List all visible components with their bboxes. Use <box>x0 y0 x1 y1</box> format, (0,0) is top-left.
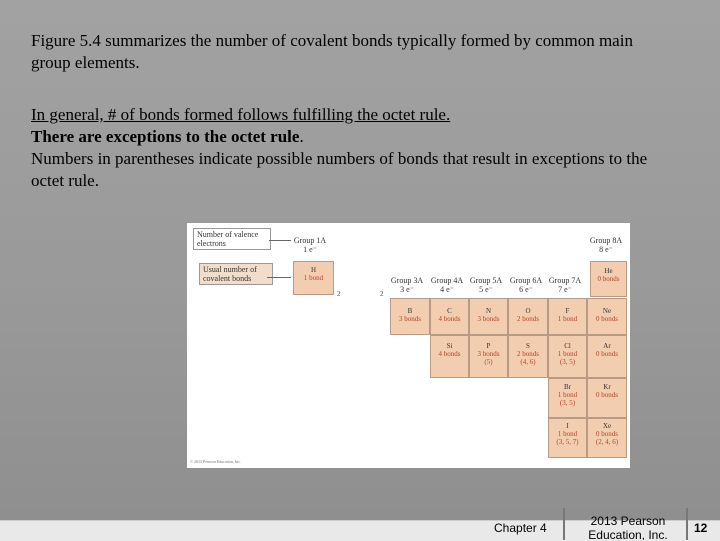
group-electrons: 7 e⁻ <box>558 285 572 294</box>
group-electrons: 4 e⁻ <box>440 285 454 294</box>
bond-count: 3 bonds <box>399 315 421 323</box>
group-name: Group 6A <box>509 276 543 285</box>
element-cell-Si <box>430 335 469 378</box>
bond-count: 4 bonds <box>438 350 461 358</box>
bond-count: 3 bonds <box>477 315 500 323</box>
exception-bonds: (3, 5) <box>559 358 576 366</box>
group-1a-header <box>290 236 330 254</box>
exception-bonds: (3, 5, 7) <box>556 438 579 446</box>
bond-count: 1 bond <box>303 274 324 282</box>
footer-copyright-line1: 2013 Pearson <box>590 514 666 528</box>
element-cell-S <box>508 335 548 378</box>
bond-count: 1 bond <box>557 430 578 438</box>
group-name: Group 4A <box>430 276 464 285</box>
bond-count: 0 bonds <box>596 391 618 399</box>
element-symbol: N <box>485 307 492 315</box>
group-5a-header <box>466 276 506 294</box>
group-name: Group 7A <box>548 276 582 285</box>
element-cell-I <box>548 418 587 458</box>
intro-paragraph: Figure 5.4 summarizes the number of covalent bonds typically formed by common main group elements. <box>31 31 633 72</box>
element-symbol: Cl <box>564 342 571 350</box>
element-symbol: F <box>565 307 570 315</box>
group-electrons: 3 e⁻ <box>400 285 414 294</box>
group-3a-header <box>387 276 427 294</box>
octet-rule-line: In general, # of bonds formed follows fulfilling the octet rule. <box>31 105 451 124</box>
bond-count: 0 bonds <box>596 350 618 358</box>
element-cell-C <box>430 298 469 335</box>
element-symbol: Si <box>446 342 453 350</box>
element-cell-Br <box>548 378 587 418</box>
group-8a-name: Group 8A <box>589 236 623 245</box>
footer-copyright <box>575 514 681 540</box>
legend-valence-label: Number of valence electrons <box>193 228 271 250</box>
group-7a-header <box>545 276 585 294</box>
legend-bonds-label: Usual number of covalent bonds <box>199 263 273 285</box>
element-cell-N <box>469 298 508 335</box>
legend-valence-line <box>269 240 291 241</box>
group-6a-header <box>506 276 546 294</box>
element-cell-P <box>469 335 508 378</box>
element-symbol: Xe <box>602 422 612 430</box>
group-1a-electrons: 1 e⁻ <box>303 245 317 254</box>
footer-divider-left <box>563 508 565 540</box>
exceptions-line <box>31 126 671 148</box>
axis-mark-right: 2 <box>380 290 384 298</box>
group-name: Group 3A <box>390 276 424 285</box>
bond-count-figure <box>187 223 630 468</box>
bond-count: 2 bonds <box>517 350 539 358</box>
exceptions-period: . <box>299 127 304 146</box>
element-symbol: P <box>486 342 491 350</box>
group-electrons: 6 e⁻ <box>519 285 533 294</box>
element-symbol: I <box>566 422 569 430</box>
group-4a-header <box>427 276 467 294</box>
legend-bonds-line <box>267 277 291 278</box>
element-symbol: He <box>604 267 613 275</box>
element-cell-O <box>508 298 548 335</box>
bond-count: 4 bonds <box>438 315 461 323</box>
element-symbol: Kr <box>603 383 611 391</box>
bond-count: 0 bonds <box>597 275 620 283</box>
footer-page-number: 12 <box>694 521 708 535</box>
footer-chapter: Chapter 4 <box>494 521 547 535</box>
element-symbol: Br <box>564 383 571 391</box>
element-cell-Cl <box>548 335 587 378</box>
element-cell-Xe <box>587 418 627 458</box>
element-cell-B <box>390 298 430 335</box>
element-symbol: S <box>526 342 530 350</box>
bond-count: 1 bond <box>557 391 578 399</box>
bond-count: 2 bonds <box>517 315 539 323</box>
element-cell-Ar <box>587 335 627 378</box>
bond-count: 1 bond <box>557 350 578 358</box>
parentheses-paragraph: Numbers in parentheses indicate possible numbers of bonds that result in exceptions to the octet rule. <box>31 149 648 190</box>
element-cell-F <box>548 298 587 335</box>
element-cell-Kr <box>587 378 627 418</box>
element-symbol: Ne <box>602 307 612 315</box>
element-cell-Ne <box>587 298 627 335</box>
bond-count: 3 bonds <box>477 350 500 358</box>
group-8a-header <box>585 236 627 254</box>
element-symbol: O <box>525 307 531 315</box>
element-symbol: B <box>407 307 413 315</box>
footer-copyright-line2: Education, Inc. <box>588 528 668 540</box>
element-symbol: H <box>310 266 317 274</box>
element-cell-H <box>293 261 334 295</box>
element-cell-He <box>590 261 627 297</box>
group-8a-electrons: 8 e⁻ <box>599 245 613 254</box>
bond-count: 0 bonds <box>596 430 618 438</box>
exceptions-bold-text: There are exceptions to the octet rule <box>31 127 300 146</box>
group-name: Group 5A <box>469 276 503 285</box>
axis-mark-left: 2 <box>337 290 341 298</box>
bond-count: 0 bonds <box>596 315 618 323</box>
exception-bonds: (3, 5) <box>559 399 576 407</box>
slide-body <box>31 30 671 192</box>
element-symbol: Ar <box>603 342 611 350</box>
exception-bonds: (2, 4, 6) <box>595 438 619 446</box>
element-symbol: C <box>447 307 452 315</box>
group-electrons: 5 e⁻ <box>479 285 493 294</box>
exception-bonds: (4, 6) <box>520 358 536 366</box>
group-1a-name: Group 1A <box>293 236 327 245</box>
bond-count: 1 bond <box>557 315 578 323</box>
exception-bonds: (5) <box>484 358 493 366</box>
figure-credit: © 2013 Pearson Education, Inc. <box>190 459 242 464</box>
footer-divider-right <box>686 508 688 540</box>
